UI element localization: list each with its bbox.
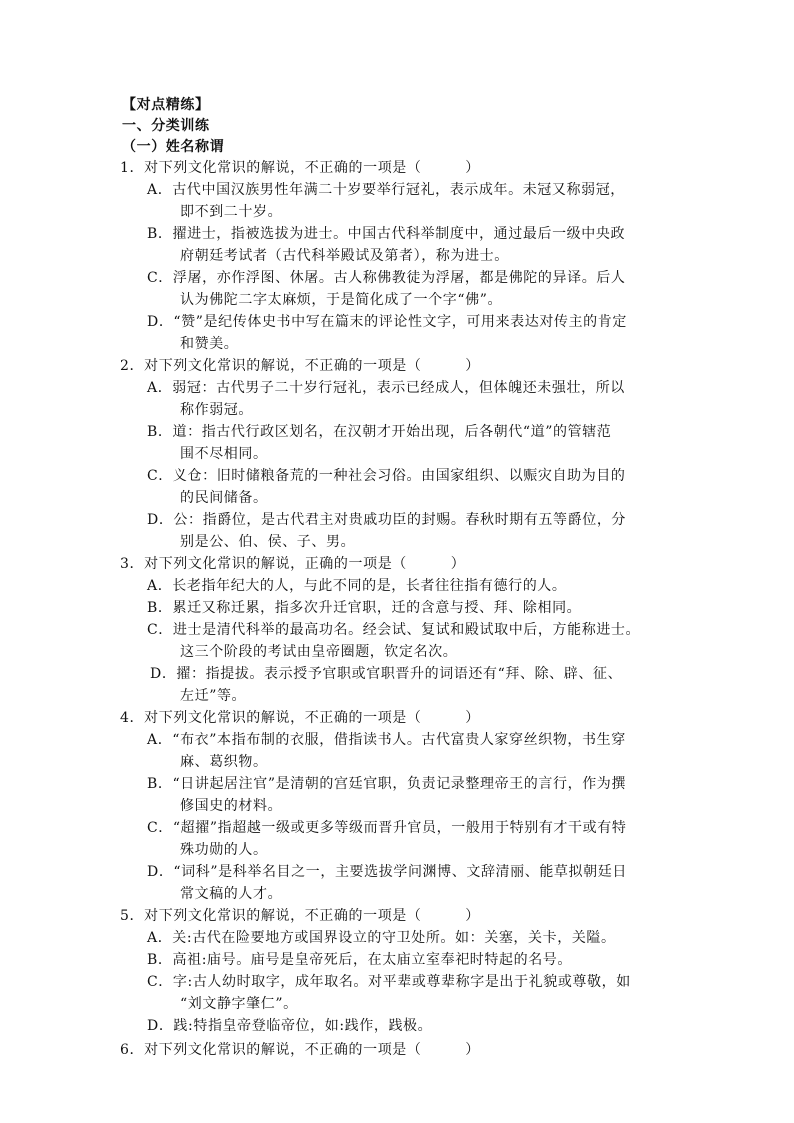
question-3-option-d: D．擢：指提拔。表示授予官职或官职晋升的词语还有“拜、除、辟、征、 [150,666,623,682]
question-1-option-b: B．擢进士，指被选拔为进士。中国古代科举制度中，通过最后一级中央政 [147,226,626,242]
question-3-option-c: C．进士是清代科举的最高功名。经会试、复试和殿试取中后，方能称进士。 [147,622,641,638]
question-1-option-d-cont: 和赞美。 [180,336,239,352]
part-heading: 一、分类训练 [122,118,210,134]
question-2-stem: 2．对下列文化常识的解说，不正确的一项是（ ） [120,358,480,374]
question-4-option-c: C．“超擢”指超越一级或更多等级而晋升官员，一般用于特别有才干或有特 [147,820,627,836]
question-4-option-b-cont: 修国史的材料。 [180,798,283,814]
question-2-option-d: D．公：指爵位，是古代君主对贵戚功臣的封赐。春秋时期有五等爵位，分 [147,512,627,528]
question-2-option-b-cont: 围不尽相同。 [180,446,268,462]
question-2-option-c-cont: 的民间储备。 [180,490,268,506]
section-heading: 【对点精练】 [122,97,210,113]
question-4-stem: 4．对下列文化常识的解说，不正确的一项是（ ） [120,710,480,726]
question-3-stem: 3．对下列文化常识的解说，正确的一项是（ ） [120,556,466,572]
question-3-option-d-cont: 左迁”等。 [180,688,247,704]
question-2-option-a: A．弱冠：古代男子二十岁行冠礼，表示已经成人，但体魄还未强壮，所以 [147,380,625,396]
question-5-option-c-cont: “刘文静字肇仁”。 [180,996,298,1012]
question-2-option-c: C．义仓：旧时储粮备荒的一种社会习俗。由国家组织、以赈灾自助为目的 [147,468,626,484]
question-4-option-b: B．“日讲起居注官”是清朝的宫廷官职，负责记录整理帝王的言行，作为撰 [147,776,627,792]
question-1-option-c: C．浮屠，亦作浮图、休屠。古人称佛教徒为浮屠，都是佛陀的异译。后人 [147,270,626,286]
question-4-option-d: D．“词科”是科举名目之一，主要选拔学问渊博、文辞清丽、能草拟朝廷日 [147,864,627,880]
subsection-heading: （一）姓名称谓 [122,139,225,155]
question-2-option-b: B．道：指古代行政区划名，在汉朝才开始出现，后各朝代“道”的管辖范 [147,424,612,440]
question-1-option-a-cont: 即不到二十岁。 [180,204,283,220]
question-4-option-a: A．“布衣”本指布制的衣服，借指读书人。古代富贵人家穿丝织物，书生穿 [147,732,626,748]
question-3-option-b: B．累迁又称迁累，指多次升迁官职，迁的含意与授、拜、除相同。 [147,600,582,616]
question-5-option-b: B．高祖:庙号。庙号是皇帝死后，在太庙立室奉祀时特起的名号。 [147,952,573,968]
question-5-option-a: A．关:古代在险要地方或国界设立的守卫处所。如：关塞，关卡，关隘。 [147,930,616,946]
question-1-option-d: D．“赞”是纪传体史书中写在篇末的评论性文字，可用来表达对传主的肯定 [147,314,627,330]
question-3-option-a: A．长老指年纪大的人，与此不同的是，长者往往指有德行的人。 [147,578,567,594]
question-4-option-c-cont: 殊功勋的人。 [180,842,268,858]
question-1-option-b-cont: 府朝廷考试者（古代科举殿试及第者），称为进士。 [180,248,509,264]
question-1-stem: 1．对下列文化常识的解说，不正确的一项是（ ） [120,160,480,176]
question-2-option-a-cont: 称作弱冠。 [180,402,253,418]
question-5-option-c: C．字:古人幼时取字，成年取名。对平辈或尊辈称字是出于礼貌或尊敬，如 [147,974,631,990]
question-4-option-d-cont: 常文稿的人才。 [180,886,283,902]
question-2-option-d-cont: 别是公、伯、侯、子、男。 [180,534,356,550]
question-3-option-c-cont: 这三个阶段的考试由皇帝圈题，钦定名次。 [180,644,458,660]
question-4-option-a-cont: 麻、葛织物。 [180,754,268,770]
question-5-option-d: D．践:特指皇帝登临帝位，如:践作，践极。 [147,1018,433,1034]
question-1-option-a: A．古代中国汉族男性年满二十岁要举行冠礼，表示成年。未冠又称弱冠， [147,182,625,198]
question-6-stem: 6．对下列文化常识的解说，不正确的一项是（ ） [120,1042,480,1058]
question-5-stem: 5．对下列文化常识的解说，不正确的一项是（ ） [120,908,480,924]
question-1-option-c-cont: 认为佛陀二字太麻烦，于是简化成了一个字“佛”。 [180,292,503,308]
